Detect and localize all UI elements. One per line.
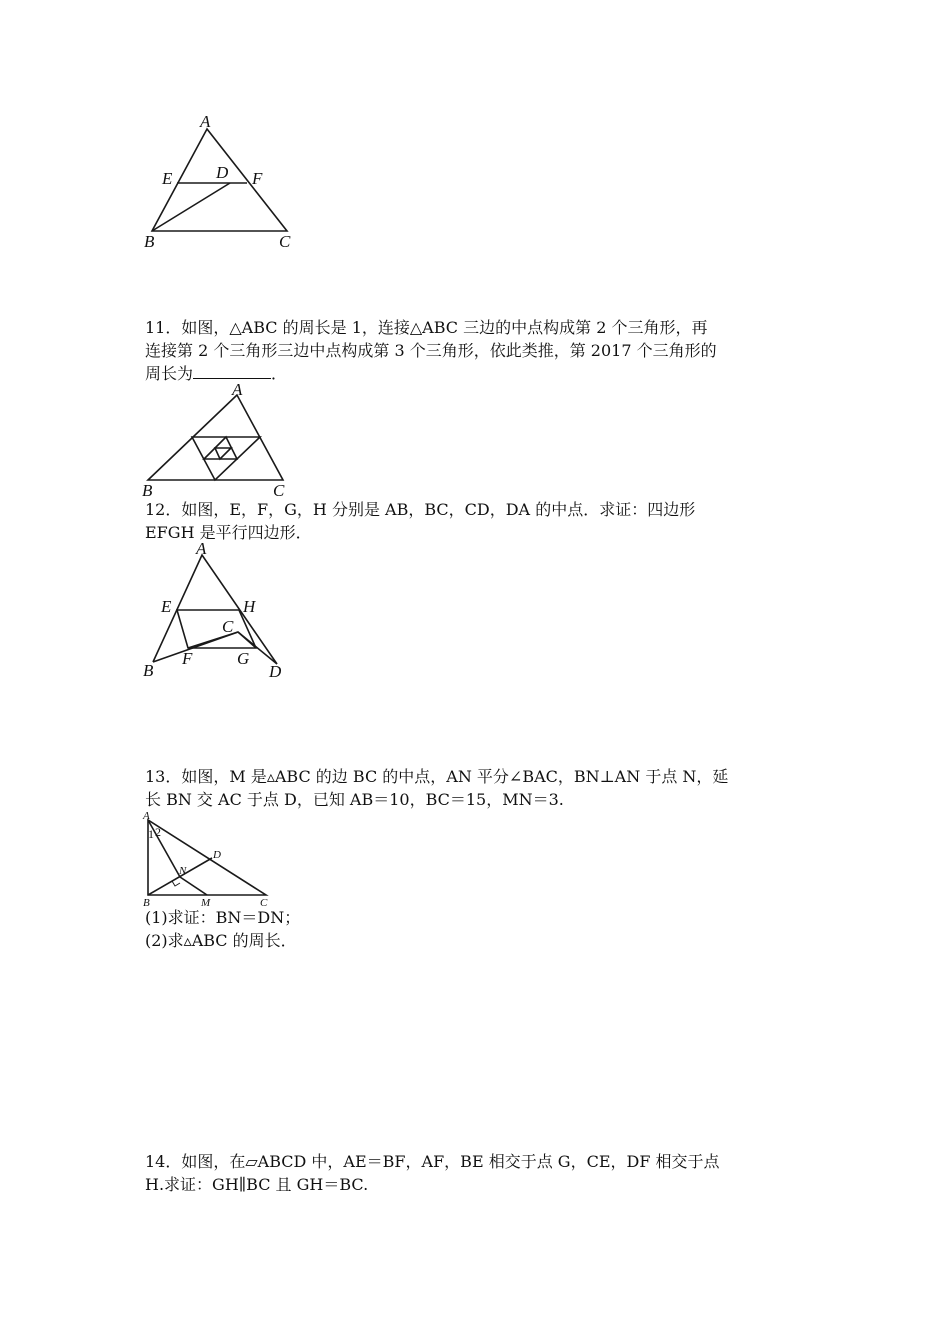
label-n: N: [179, 865, 187, 877]
segment-bd: [152, 183, 230, 231]
q13-part-1: (1)求证：BN＝DN；: [145, 908, 301, 927]
label-c: C: [260, 897, 268, 909]
label-b: B: [143, 661, 154, 680]
label-a: A: [200, 112, 211, 131]
q14-line-2: H.求证：GH∥BC 且 GH＝BC.: [145, 1175, 369, 1194]
label-a: A: [232, 380, 243, 399]
question-12: [145, 498, 810, 544]
question-13-parts: [145, 906, 810, 952]
label-e: E: [162, 169, 173, 188]
q12-line-1: 12．如图，E，F，G，H 分别是 AB，BC，CD，DA 的中点．求证：四边形: [145, 500, 696, 519]
q13-line-1: 13．如图，M 是▵ABC 的边 BC 的中点，AN 平分∠BAC，BN⊥AN 于点 N，延: [145, 767, 729, 786]
q11-line-3-prefix: 周长为: [145, 364, 194, 383]
label-f: F: [182, 649, 193, 668]
q11-line-2: 连接第 2 个三角形三边中点构成第 3 个三角形，依此类推，第 2017 个三角形的: [145, 341, 717, 360]
label-d: D: [269, 662, 282, 681]
label-d: D: [213, 849, 221, 861]
label-b: B: [144, 232, 155, 251]
triangle-abc: [148, 820, 266, 895]
label-angle-1: 1: [148, 827, 154, 841]
question-14: [145, 1150, 810, 1196]
label-f: F: [252, 169, 263, 188]
label-g: G: [237, 649, 250, 668]
label-b: B: [142, 481, 153, 500]
q13-part-2: (2)求▵ABC 的周长．: [145, 931, 297, 950]
figure-q13: [138, 805, 278, 910]
label-e: E: [161, 597, 172, 616]
q14-line-1: 14．如图，在▱ABCD 中，AE＝BF，AF，BE 相交于点 G，CE，DF 相交于点: [145, 1152, 720, 1171]
triangle-4: [215, 448, 231, 459]
q11-line-3-suffix: ．: [271, 364, 288, 383]
label-c: C: [279, 232, 291, 251]
label-c: C: [222, 617, 234, 636]
label-angle-2: 2: [155, 825, 161, 839]
figure-q11: [135, 380, 295, 500]
figure-q10: [135, 110, 305, 255]
segment-cg: [238, 632, 256, 648]
figure-q12: [135, 540, 300, 685]
q13-line-2: 长 BN 交 AC 于点 D，已知 AB＝10，BC＝15，MN＝3.: [145, 790, 564, 809]
question-11: [145, 316, 810, 385]
answer-blank[interactable]: [193, 363, 271, 379]
label-a: A: [143, 810, 150, 822]
q12-line-2: EFGH 是平行四边形．: [145, 523, 312, 542]
label-b: B: [143, 897, 150, 909]
label-c: C: [273, 481, 285, 500]
label-h: H: [243, 597, 256, 616]
label-a: A: [196, 539, 207, 558]
segment-nm: [180, 877, 207, 895]
q11-line-1: 11．如图，△ABC 的周长是 1，连接△ABC 三边的中点构成第 2 个三角形，再: [145, 318, 708, 337]
label-m: M: [201, 897, 211, 909]
right-angle-mark: [172, 881, 180, 886]
label-d: D: [216, 163, 229, 182]
